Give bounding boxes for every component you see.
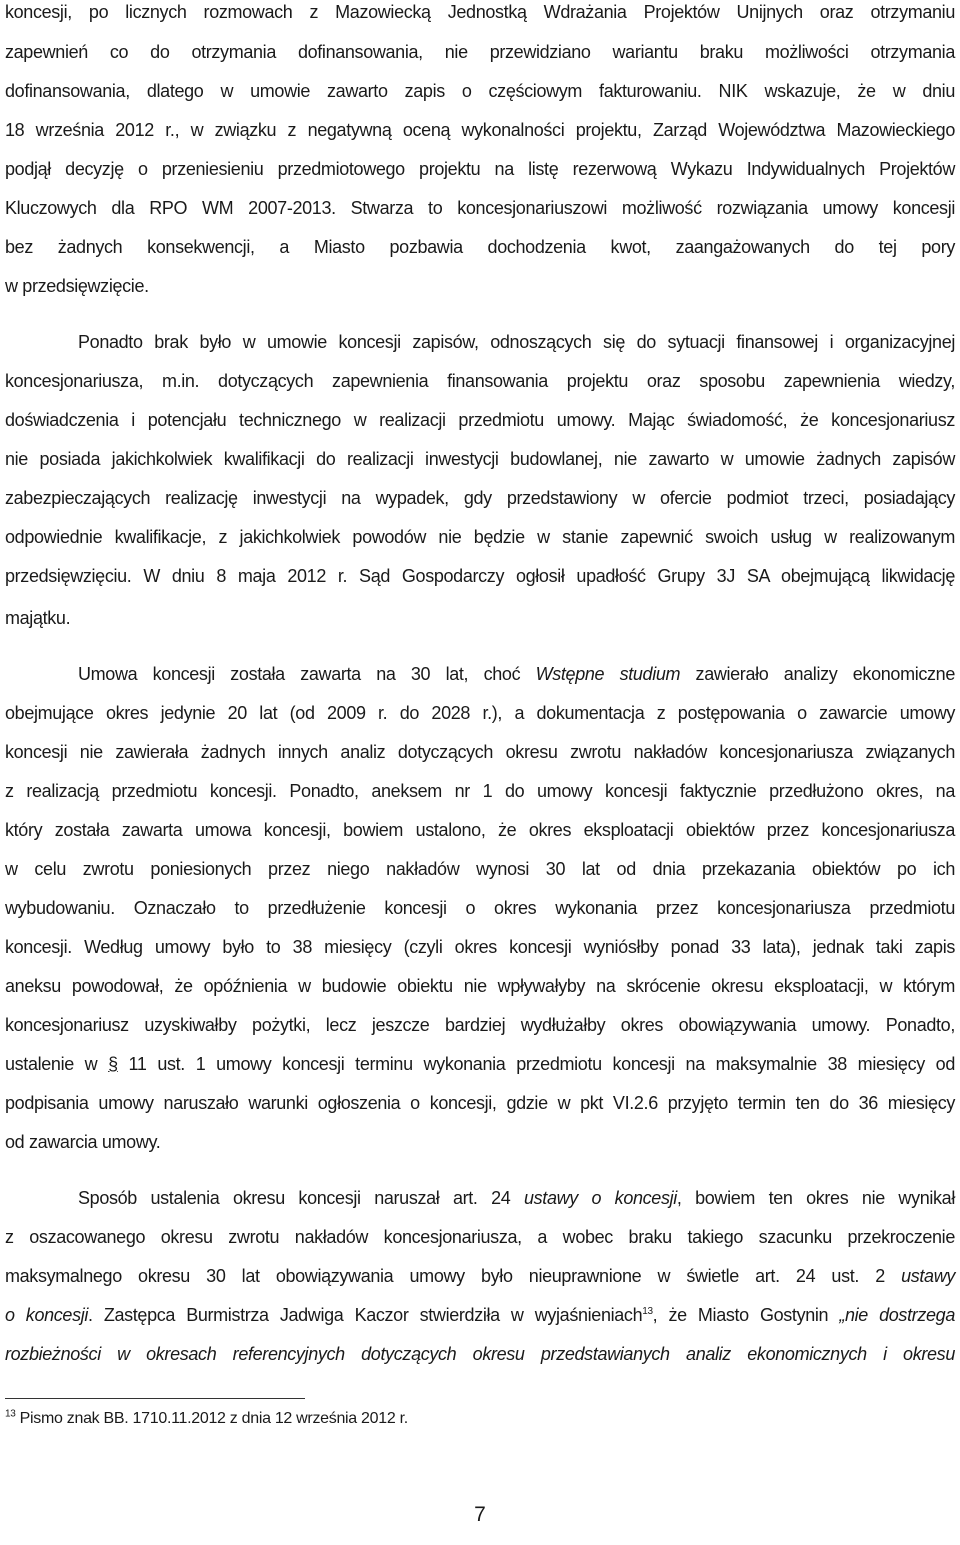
text-line (78, 662, 955, 686)
text-run: ustalenie w (5, 1054, 109, 1074)
text-run: 11 ust. 1 umowy koncesji terminu wykonania przedmiotu koncesji na maksymalnie 38 miesięcy od (117, 1054, 955, 1074)
page-number: 7 (474, 1503, 486, 1526)
footnote-number: 13 (5, 1408, 16, 1420)
italic-quote: rozbieżności w okresach referencyjnych dotyczących okresu przedstawianych analiz ekonomicznych i okresu (5, 1344, 955, 1364)
italic-quote: „nie dostrzega (839, 1305, 955, 1325)
text-line: koncesjonariusza, m.in. dotyczących zapewnienia finansowania projektu oraz sposobu zapewnienia wiedzy, (5, 371, 955, 391)
text-line: Ponadto brak było w umowie koncesji zapisów, odnoszących się do sytuacji finansowej i organizacyjnej (78, 332, 955, 352)
text-line: zabezpieczających realizację inwestycji na wypadek, gdy przedstawiony w ofercie podmiot trzeci, posiadający (5, 488, 955, 508)
footnote-text: Pismo znak BB. 1710.11.2012 z dnia 12 września 2012 r. (15, 1410, 408, 1427)
footnote-ref[interactable]: 13 (642, 1306, 653, 1317)
italic-title: Wstępne studium (535, 664, 681, 684)
text-line: koncesji, po licznych rozmowach z Mazowiecką Jednostką Wdrażania Projektów Unijnych oraz otrzymaniu (5, 2, 955, 22)
text-line: podjął decyzję o przeniesieniu przedmiotowego projektu na listę rezerwową Wykazu Indywidualnych Projektów (5, 159, 955, 179)
footnote-divider (5, 1398, 305, 1399)
text-line: majątku. (5, 608, 71, 628)
text-run: maksymalnego okresu 30 lat obowiązywania umowy było nieuprawnione w świetle art. 24 ust. 2 (5, 1266, 902, 1286)
text-line: przedsięwzięciu. W dniu 8 maja 2012 r. Sąd Gospodarczy ogłosił upadłość Grupy 3J SA obejmującą likwidację (5, 566, 955, 586)
text-line: Kluczowych dla RPO WM 2007-2013. Stwarza to koncesjonariuszowi możliwość rozwiązania umowy koncesji (5, 198, 955, 218)
text-line: odpowiednie kwalifikacje, z jakichkolwiek powodów nie będzie w stanie zapewnić swoich usług w realizowanym (5, 527, 955, 547)
section-symbol: § (108, 1054, 118, 1074)
text-line: w przedsięwzięcie. (5, 276, 149, 296)
text-line: 18 września 2012 r., w związku z negatywną oceną wykonalności projektu, Zarząd Województwa Mazowieckiego (5, 120, 955, 140)
text-run: . Zastępca Burmistrza Jadwiga Kaczor stwierdziła w wyjaśnieniach (88, 1305, 643, 1325)
text-line: koncesjonariusz uzyskiwałby pożytki, lecz jeszcze bardziej wydłużałby okres obowiązywania umowy. Ponadto, (5, 1015, 955, 1035)
text-line: nie posiada jakichkolwiek kwalifikacji do realizacji inwestycji budowlanej, nie zawarto w umowie żadnych zapisów (5, 449, 955, 469)
text-run: , że Miasto Gostynin (652, 1305, 840, 1325)
text-line: wybudowaniu. Oznaczało to przedłużenie koncesji o okres wykonania przez koncesjonariusza przedmiotu (5, 898, 955, 918)
footnote (5, 1408, 605, 1430)
text-line (5, 1264, 955, 1288)
text-line: który została zawarta umowa koncesji, bowiem ustalono, że okres eksploatacji obiektów przez koncesjonariusza (5, 820, 955, 840)
text-run: , bowiem ten okres nie wynikał (676, 1188, 955, 1208)
text-line: bez żadnych konsekwencji, a Miasto pozbawia dochodzenia kwot, zaangażowanych do tej pory (5, 237, 955, 257)
text-line: obejmujące okres jedynie 20 lat (od 2009 r. do 2028 r.), a dokumentacja z postępowania o zawarcie umowy (5, 703, 955, 723)
text-line: doświadczenia i potencjału technicznego w realizacji przedmiotu umowy. Mając świadomość, że koncesjonariusz (5, 410, 955, 430)
text-line: koncesji. Według umowy było to 38 miesięcy (czyli okres koncesji wyniósłby ponad 33 lata), jednak taki zapis (5, 937, 955, 957)
italic-reference: ustawy o koncesji (524, 1188, 677, 1208)
text-line: z oszacowanego okresu zwrotu nakładów koncesjonariusza, a wobec braku takiego szacunku przekroczenie (5, 1227, 955, 1247)
text-run: zawierało analizy ekonomiczne (680, 664, 955, 684)
text-line (5, 1342, 955, 1366)
text-line: w celu zwrotu poniesionych przez niego nakładów wynosi 30 lat od dnia przekazania obiektów po ich (5, 859, 955, 879)
text-line: podpisania umowy naruszało warunki ogłoszenia o koncesji, gdzie w pkt VI.2.6 przyjęto termin ten do 36 miesięcy (5, 1093, 955, 1113)
text-line: zapewnień co do otrzymania dofinansowania, nie przewidziano wariantu braku możliwości otrzymania (5, 42, 955, 62)
italic-reference: ustawy (901, 1266, 955, 1286)
text-line: dofinansowania, dlatego w umowie zawarto zapis o częściowym fakturowaniu. NIK wskazuje, że w dniu (5, 81, 955, 101)
text-line: z realizacją przedmiotu koncesji. Ponadto, aneksem nr 1 do umowy koncesji faktycznie przedłużono okres, na (5, 781, 955, 801)
text-line: aneksu powodował, że opóźnienia w budowie obiektu nie wpływałyby na skrócenie okresu eksploatacji, w którym (5, 976, 955, 996)
text-run: Umowa koncesji została zawarta na 30 lat, choć (78, 664, 536, 684)
text-line (78, 1186, 955, 1210)
text-line (5, 1052, 955, 1076)
text-run: Sposób ustalenia okresu koncesji naruszał art. 24 (78, 1188, 524, 1208)
italic-reference: o koncesji (5, 1305, 89, 1325)
text-line (5, 1303, 955, 1327)
text-line: koncesji nie zawierała żadnych innych analiz dotyczących okresu zwrotu nakładów koncesjonariusza związanych (5, 742, 955, 762)
text-line: od zawarcia umowy. (5, 1132, 161, 1152)
